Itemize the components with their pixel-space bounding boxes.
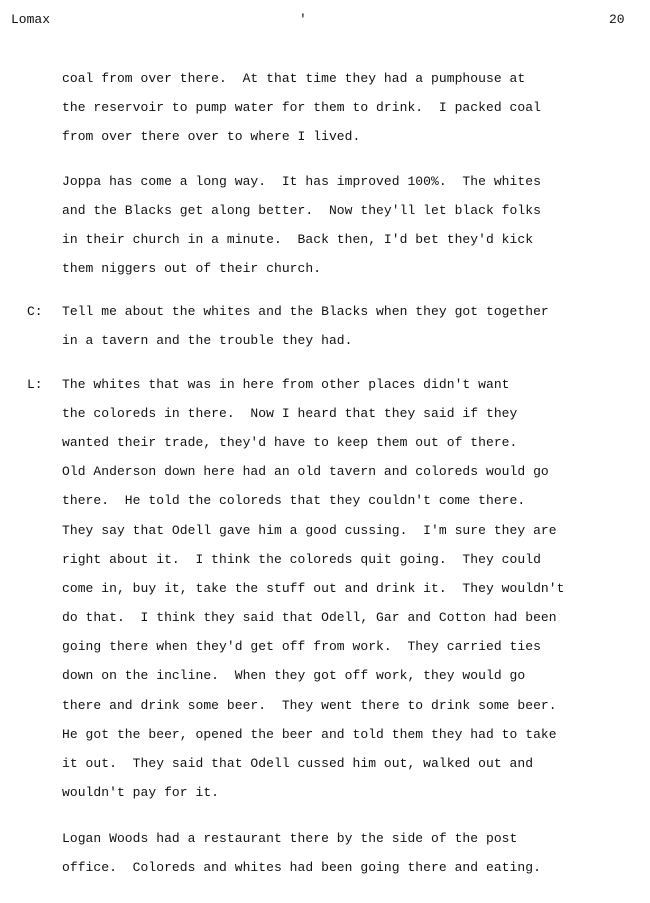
speaker-label: L: [27, 377, 43, 392]
text-line: come in, buy it, take the stuff out and drink it. They wouldn't [62, 581, 565, 596]
text-line: coal from over there. At that time they had a pumphouse at [62, 71, 526, 86]
text-line: down on the incline. When they got off work, they would go [62, 668, 526, 683]
text-line: right about it. I think the coloreds quit going. They could [62, 552, 541, 567]
speaker-label: C: [27, 304, 43, 319]
text-line: it out. They said that Odell cussed him out, walked out and [62, 756, 534, 771]
text-line: Old Anderson down here had an old tavern and coloreds would go [62, 464, 549, 479]
text-line: there and drink some beer. They went there to drink some beer. [62, 698, 557, 713]
text-line: Joppa has come a long way. It has improved 100%. The whites [62, 174, 541, 189]
text-line: wanted their trade, they'd have to keep them out of there. [62, 435, 518, 450]
header-mark: ' [299, 12, 307, 27]
text-line: going there when they'd get off from work. They carried ties [62, 639, 541, 654]
header-name: Lomax [11, 12, 51, 27]
text-line: the reservoir to pump water for them to drink. I packed coal [62, 100, 541, 115]
page-number: 20 [609, 12, 625, 27]
text-line: Logan Woods had a restaurant there by the side of the post [62, 831, 518, 846]
text-line: in a tavern and the trouble they had. [62, 333, 353, 348]
text-line: and the Blacks get along better. Now they'll let black folks [62, 203, 541, 218]
text-line: wouldn't pay for it. [62, 785, 220, 800]
text-line: them niggers out of their church. [62, 261, 322, 276]
text-line: do that. I think they said that Odell, Gar and Cotton had been [62, 610, 557, 625]
text-line: office. Coloreds and whites had been going there and eating. [62, 860, 541, 875]
text-line: in their church in a minute. Back then, I'd bet they'd kick [62, 232, 534, 247]
text-line: He got the beer, opened the beer and told them they had to take [62, 727, 557, 742]
text-line: from over there over to where I lived. [62, 129, 361, 144]
text-line: They say that Odell gave him a good cussing. I'm sure they are [62, 523, 557, 538]
text-line: The whites that was in here from other places didn't want [62, 377, 510, 392]
text-line: there. He told the coloreds that they couldn't come there. [62, 493, 526, 508]
text-line: Tell me about the whites and the Blacks when they got together [62, 304, 549, 319]
text-line: the coloreds in there. Now I heard that they said if they [62, 406, 518, 421]
